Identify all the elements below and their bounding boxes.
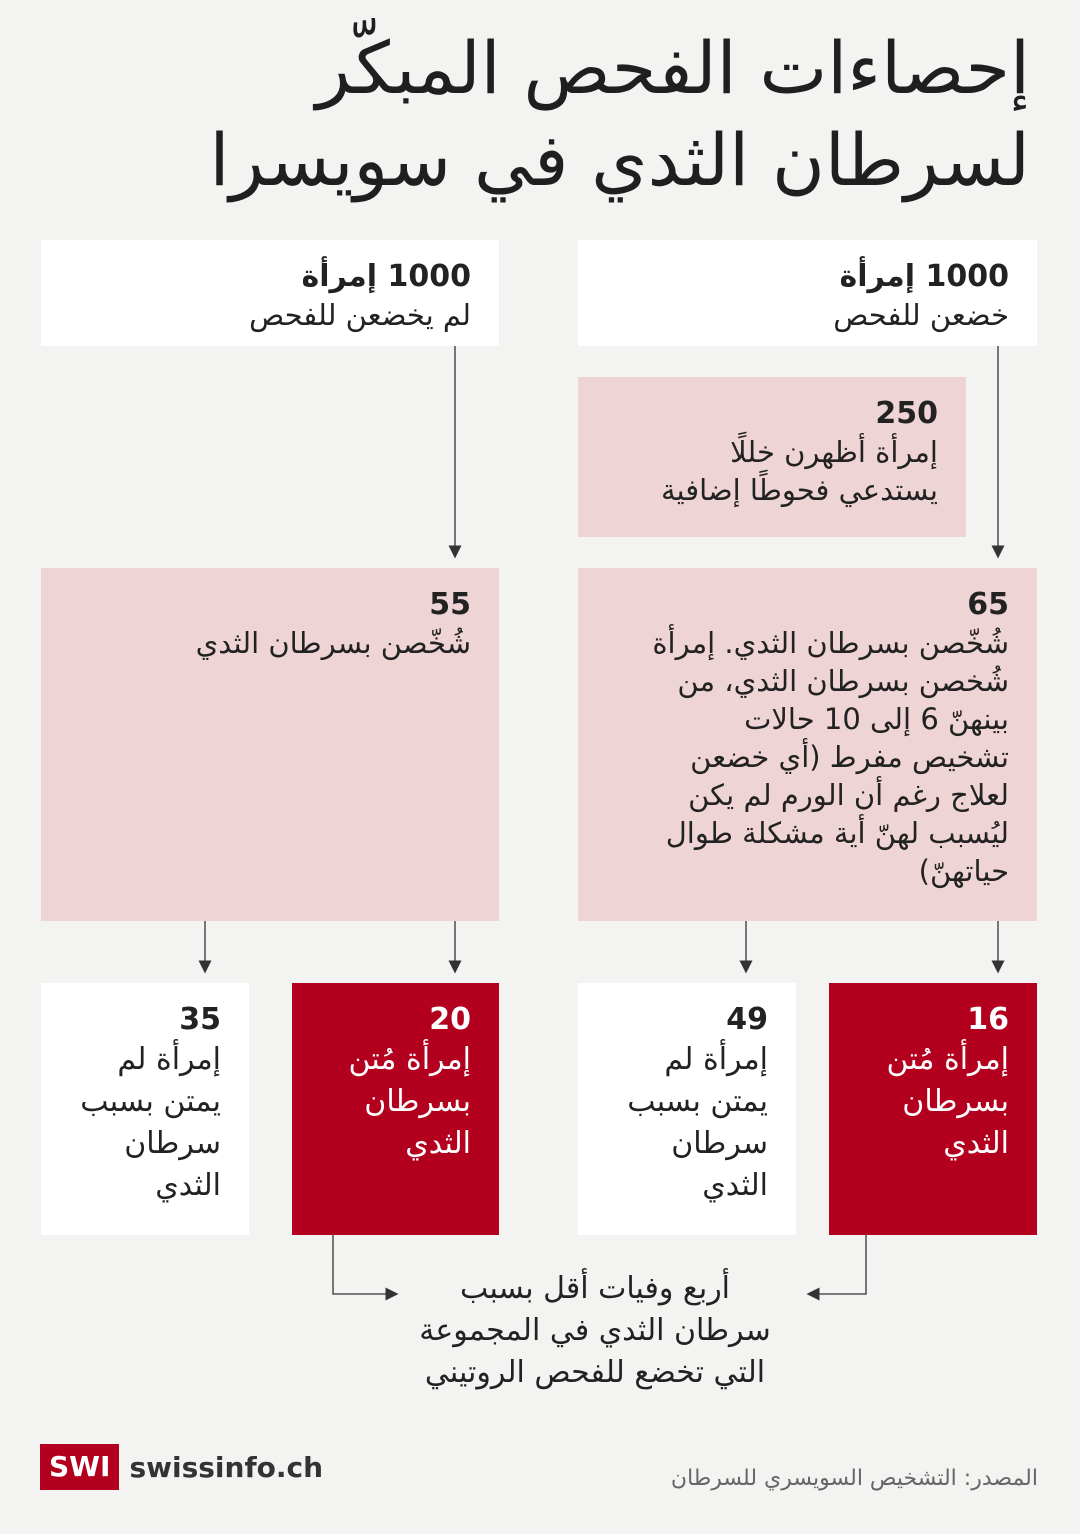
unscreened-diagnosed-count: 55 [429, 587, 471, 622]
unscreened-survived-count: 35 [179, 1002, 221, 1037]
unscreened-label: لم يخضعن للفحص [249, 298, 471, 332]
title-line-1: إحصاءات الفحص المبكّر [315, 26, 1030, 110]
recall-text: إمرأة أظهرن خللًا يستدعي فحوطًا إضافية [661, 435, 938, 507]
unscreened-diagnosed-text: شُخّصن بسرطان الثدي [195, 626, 471, 660]
source-note: المصدر: التشخيص السويسري للسرطان [670, 1466, 1038, 1491]
unscreened-died-count: 20 [429, 1002, 471, 1037]
conclusion-text: أربع وفيات أقل بسبب سرطان الثدي في المجموعة التي تخضع للفحص الروتيني [419, 1271, 771, 1390]
screened-diagnosed-count: 65 [967, 587, 1009, 622]
unscreened-died-text: إمرأة مُتن بسرطان الثدي [348, 1042, 471, 1161]
swissinfo-logo[interactable] [40, 1442, 323, 1492]
screened-survived-count: 49 [726, 1002, 768, 1037]
screened-count: 1000 إمرأة [839, 259, 1009, 294]
swi-logo-mark: SWI [40, 1444, 119, 1490]
screened-label: خضعن للفحص [833, 298, 1009, 332]
unscreened-count: 1000 إمرأة [301, 259, 471, 294]
screened-died-count: 16 [967, 1002, 1009, 1037]
title-line-2: لسرطان الثدي في سويسرا [209, 118, 1030, 202]
screened-died-text: إمرأة مُتن بسرطان الثدي [886, 1042, 1009, 1161]
logo-text: swissinfo.ch [129, 1450, 324, 1484]
screened-diagnosed-text: شُخّصن بسرطان الثدي. إمرأة شُخصن بسرطان الثدي، من بينهنّ 6 إلى 10 حالات تشخيص مفرط (أي خضعن لعلاج رغم أن الورم لم يكن ليُسبب لهنّ أية مشكلة طوال حياتهنّ) [652, 626, 1009, 888]
arrow-screened-died-to-conclusion [813, 1235, 866, 1294]
unscreened-survived-text: إمرأة لم يمتن بسبب سرطان الثدي [80, 1042, 221, 1203]
recall-count: 250 [875, 396, 938, 431]
screened-survived-text: إمرأة لم يمتن بسبب سرطان الثدي [627, 1042, 768, 1203]
arrow-unscreened-died-to-conclusion [333, 1235, 392, 1294]
